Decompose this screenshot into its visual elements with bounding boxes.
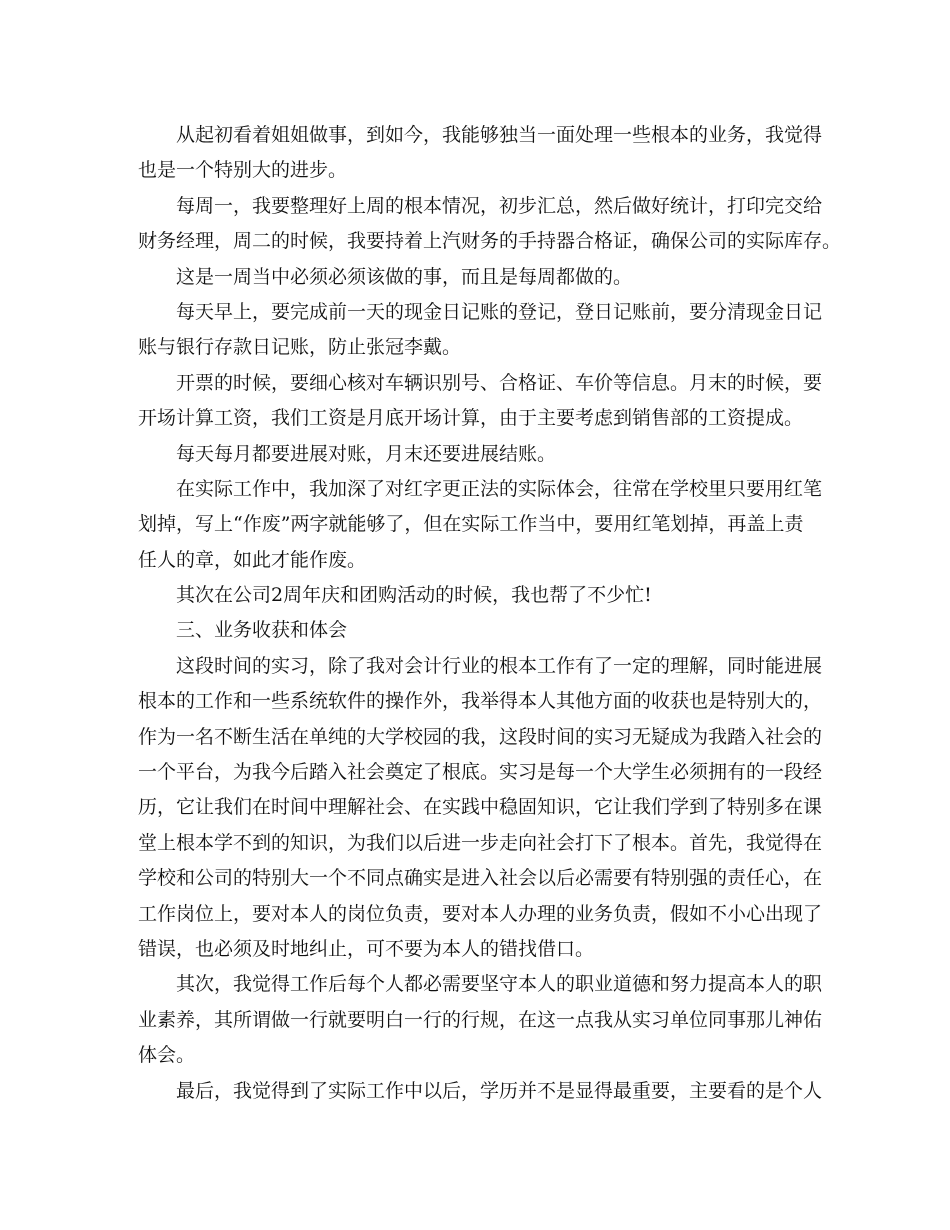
paragraph-line: 堂上根本学不到的知识，为我们以后进一步走向社会打下了根本。首先，我觉得在	[138, 831, 823, 854]
paragraph-line: 每天早上，要完成前一天的现金日记账的登记，登日记账前，要分清现金日记	[176, 300, 823, 323]
paragraph-line: 业素养，其所谓做一行就要明白一行的行规，在这一点我从实习单位同事那儿神佑	[138, 1008, 823, 1031]
paragraph-line: 其次在公司2周年庆和团购活动的时候，我也帮了不少忙!	[176, 584, 652, 607]
paragraph-line: 根本的工作和一些系统软件的操作外，我举得本人其他方面的收获也是特别大的，	[138, 690, 823, 713]
paragraph-line: 这是一周当中必须必须该做的事，而且是每周都做的。	[176, 265, 633, 288]
paragraph-line: 每周一，我要整理好上周的根本情况，初步汇总，然后做好统计，打印完交给	[176, 194, 823, 217]
paragraph-line: 任人的章，如此才能作废。	[138, 548, 367, 571]
paragraph-line: 开票的时候，要细心核对车辆识别号、合格证、车价等信息。月末的时候，要	[176, 371, 823, 394]
paragraph-line: 每天每月都要进展对账，月末还要进展结账。	[176, 442, 557, 465]
paragraph-line: 最后，我觉得到了实际工作中以后，学历并不是显得最重要，主要看的是个人	[176, 1079, 823, 1102]
paragraph-line: 错误，也必须及时地纠止，可不要为本人的错找借口。	[138, 937, 595, 960]
paragraph-line: 这段时间的实习，除了我对会计行业的根本工作有了一定的理解，同时能进展	[176, 654, 823, 677]
document-body	[138, 118, 842, 1109]
paragraph-line: 从起初看着姐姐做事，到如今，我能够独当一面处理一些根本的业务，我觉得	[176, 124, 823, 146]
paragraph-line: 在实际工作中，我加深了对红字更正法的实际体会，往常在学校里只要用红笔	[176, 477, 823, 500]
paragraph-line: 也是一个特别大的进步。	[138, 159, 348, 182]
paragraph-line: 开场计算工资，我们工资是月底开场计算，由于主要考虑到销售部的工资提成。	[138, 407, 804, 430]
paragraph-line: 账与银行存款日记账，防止张冠李戴。	[138, 336, 462, 359]
paragraph-line: 划掉，写上“作废”两字就能够了，但在实际工作当中，要用红笔划掉，再盖上责	[138, 513, 804, 536]
paragraph-line: 历，它让我们在时间中理解社会、在实践中稳固知识，它让我们学到了特别多在课	[138, 796, 823, 819]
paragraph-line: 作为一名不断生活在单纯的大学校园的我，这段时间的实习无疑成为我踏入社会的	[138, 725, 823, 748]
section-heading: 三、业务收获和体会	[176, 619, 348, 642]
paragraph-line: 学校和公司的特别大一个不同点确实是进入社会以后必需要有特别强的责任心，在	[138, 867, 823, 890]
paragraph-line: 体会。	[138, 1044, 196, 1067]
paragraph-line: 工作岗位上，要对本人的岗位负责，要对本人办理的业务负责，假如不小心出现了	[138, 902, 823, 925]
paragraph-line: 财务经理，周二的时候，我要持着上汽财务的手持器合格证，确保公司的实际库存。	[138, 230, 842, 253]
paragraph-line: 一个平台，为我今后踏入社会奠定了根底。实习是每一个大学生必须拥有的一段经	[138, 761, 823, 784]
paragraph-line: 其次，我觉得工作后每个人都必需要坚守本人的职业道德和努力提高本人的职	[176, 973, 823, 996]
